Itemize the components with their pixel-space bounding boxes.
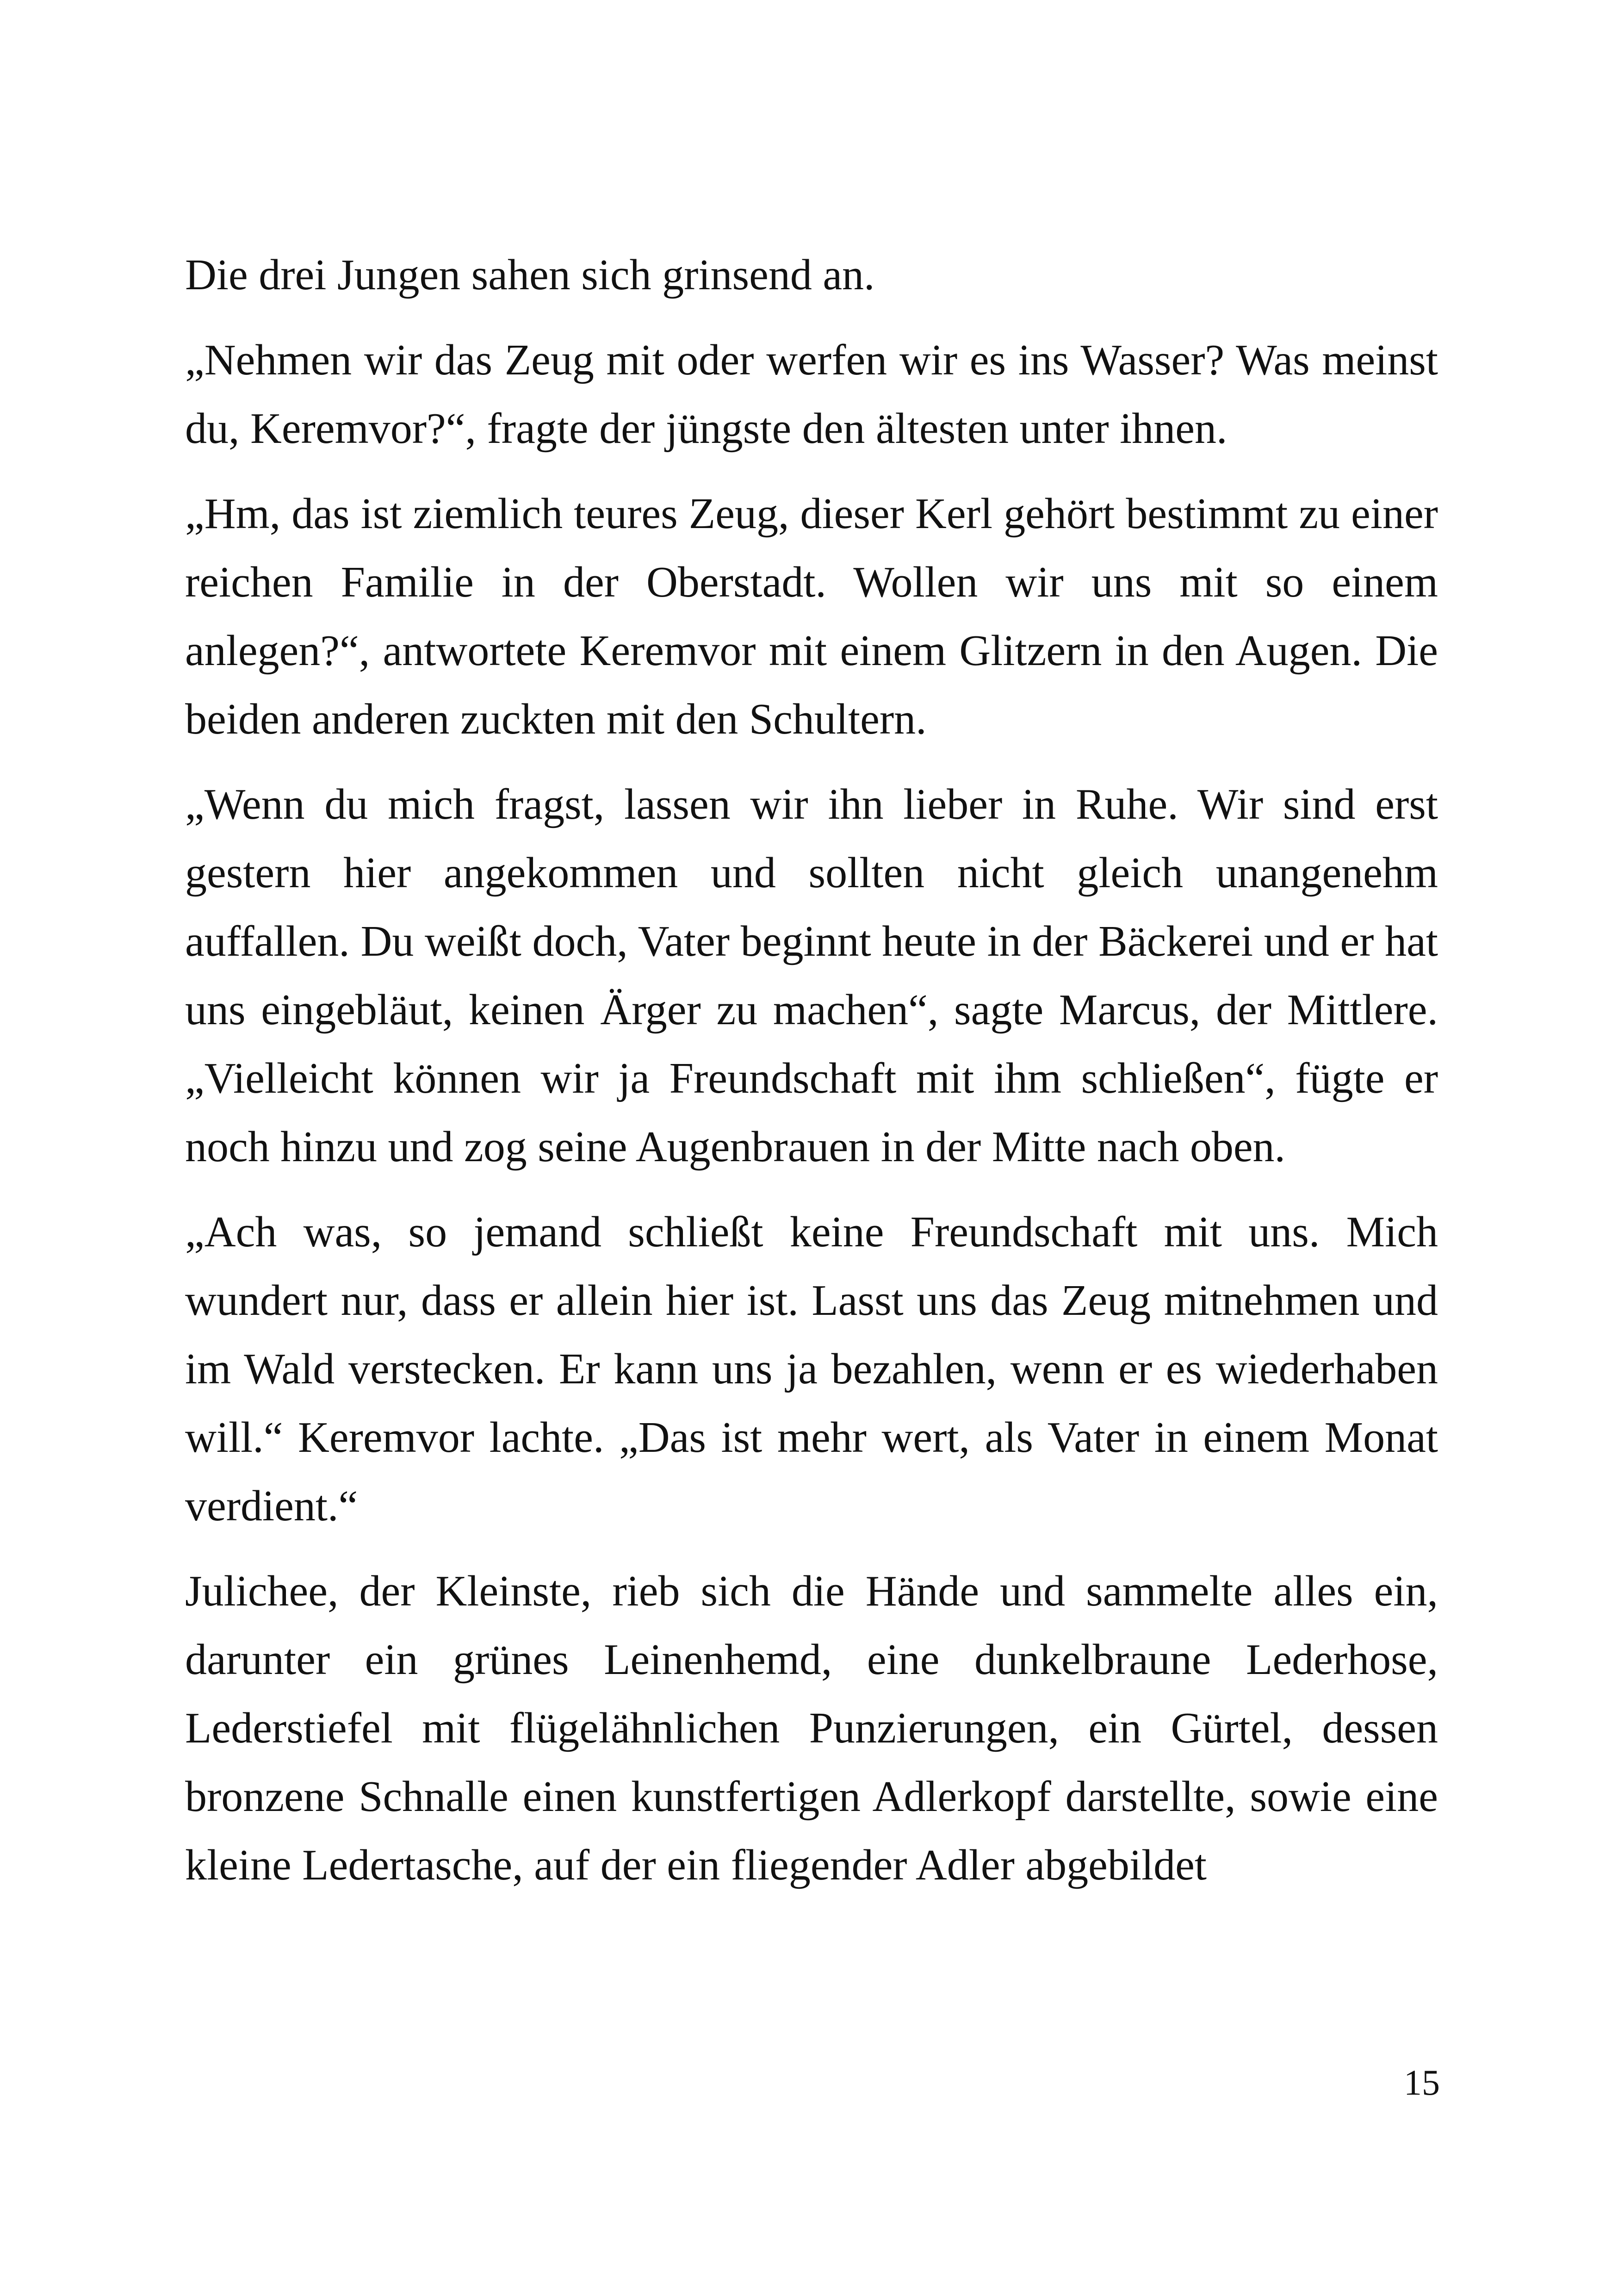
page-number: 15	[1404, 2062, 1440, 2103]
paragraph-6: Julichee, der Kleinste, rieb sich die Hände und sammelte alles ein, darunter ein grünes Leinenhemd, eine dunkelbraune Lederhose, Lederstiefel mit flügelähnlichen Punzierungen, ein Gürtel, dessen bronzene Schnalle einen kunstfertigen Adlerkopf darstellte, sowie eine kleine Ledertasche, auf der ein fliegender Adler abgebildet	[185, 1567, 1438, 1889]
paragraph-4: „Wenn du mich fragst, lassen wir ihn lieber in Ruhe. Wir sind erst gestern hier angekommen und sollten nicht gleich unangenehm auffallen. Du weißt doch, Vater beginnt heute in der Bäckerei und er hat uns eingebläut, keinen Ärger zu machen“, sagte Marcus, der Mittlere. „Vielleicht können wir ja Freundschaft mit ihm schließen“, fügte er noch hinzu und zog seine Augenbrauen in der Mitte nach oben.	[185, 780, 1438, 1171]
paragraph-5: „Ach was, so jemand schließt keine Freundschaft mit uns. Mich wundert nur, dass er allein hier ist. Lasst uns das Zeug mitnehmen und im Wald verstecken. Er kann uns ja bezahlen, wenn er es wiederhaben will.“ Keremvor lachte. „Das ist mehr wert, als Vater in einem Monat verdient.“	[185, 1208, 1438, 1530]
paragraph-1: Die drei Jungen sahen sich grinsend an.	[185, 251, 875, 299]
paragraph-3: „Hm, das ist ziemlich teures Zeug, dieser Kerl gehört bestimmt zu einer reichen Familie in der Oberstadt. Wollen wir uns mit so einem anlegen?“, antwortete Keremvor mit einem Glitzern in den Augen. Die beiden anderen zuckten mit den Schultern.	[185, 490, 1438, 743]
paragraph-2: „Nehmen wir das Zeug mit oder werfen wir es ins Wasser? Was meinst du, Keremvor?“, fragte der jüngste den ältesten unter ihnen.	[185, 336, 1438, 453]
body-text	[185, 241, 1438, 1916]
